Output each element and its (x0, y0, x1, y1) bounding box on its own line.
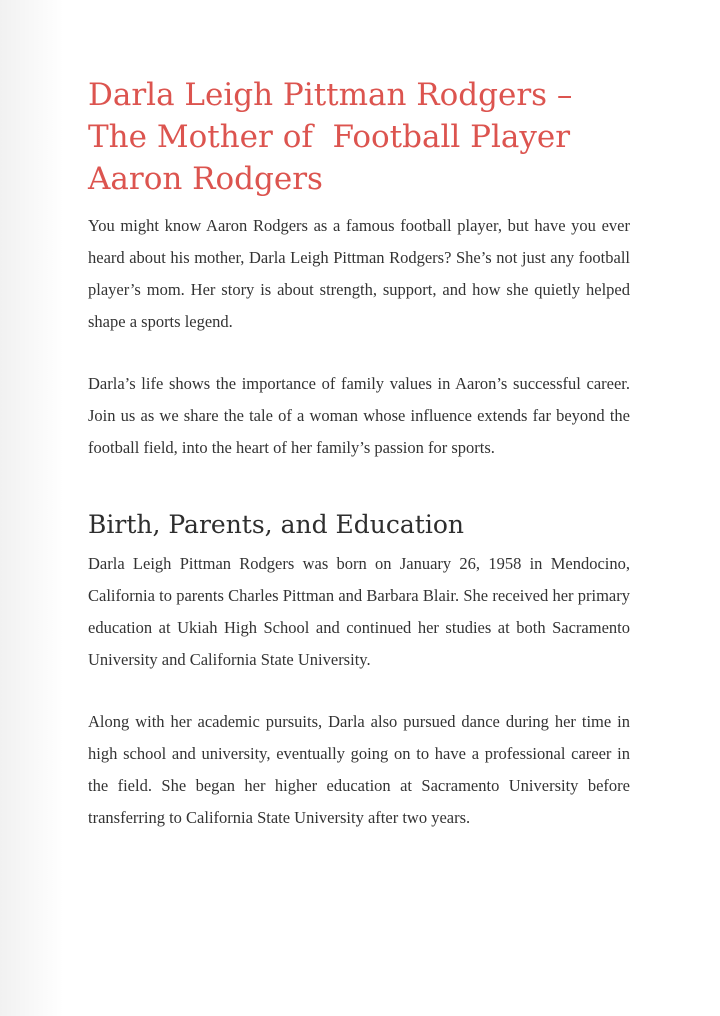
article-title: Darla Leigh Pittman Rodgers – The Mother of Football Player Aaron Rodgers (88, 77, 583, 197)
intro-paragraph-1: You might know Aaron Rodgers as a famous football player, but have you ever heard about his mother, Darla Leigh Pittman Rodgers? She’s not just any football player’s mom. Her story is about strength, support, and how she quietly helped shape a sports legend. (88, 216, 630, 331)
section-paragraph-1: Darla Leigh Pittman Rodgers was born on January 26, 1958 in Mendocino, California to parents Charles Pittman and Barbara Blair. She received her primary education at Ukiah High School and continued her studies at both Sacramento University and California State University. (88, 554, 630, 669)
intro-paragraph-2: Darla’s life shows the importance of family values in Aaron’s successful career. Join us as we share the tale of a woman whose influence extends far beyond the football field, into the heart of her family’s passion for sports. (88, 374, 630, 457)
section-paragraph-2: Along with her academic pursuits, Darla also pursued dance during her time in high school and university, eventually going on to have a professional career in the field. She began her higher education at Sacramento University before transferring to California State University after two years. (88, 712, 630, 827)
section-heading-birth-parents-education: Birth, Parents, and Education (88, 510, 464, 539)
